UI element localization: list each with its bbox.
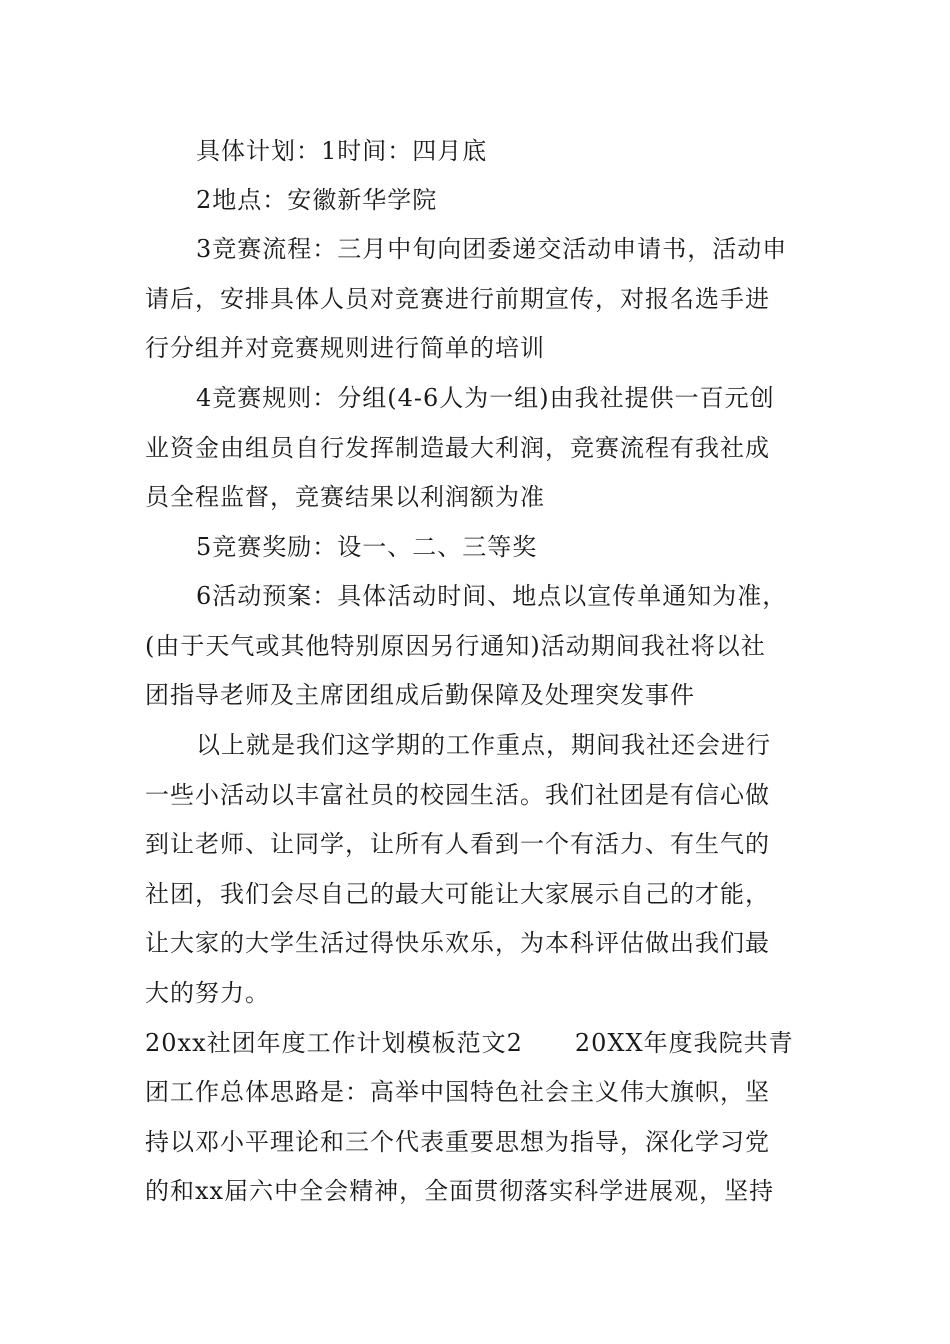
paragraph-line: 团指导老师及主席团组成后勤保障及处理突发事件 — [145, 681, 695, 709]
paragraph-line: 行分组并对竞赛规则进行简单的培训 — [145, 334, 545, 362]
paragraph-line: 业资金由组员自行发挥制造最大利润，竞赛流程有我社成 — [145, 434, 770, 462]
paragraph-line: 持以邓小平理论和三个代表重要思想为指导，深化学习党 — [145, 1128, 770, 1156]
paragraph-line: 2地点：安徽新华学院 — [196, 186, 438, 214]
section-heading-line — [145, 1028, 794, 1058]
paragraph-line: 社团，我们会尽自己的最大可能让大家展示自己的才能， — [145, 880, 770, 908]
paragraph-line: 团工作总体思路是：高举中国特色社会主义伟大旗帜，坚 — [145, 1078, 770, 1106]
paragraph-line: 5竞赛奖励：设一、二、三等奖 — [196, 533, 538, 561]
paragraph-line: 一些小活动以丰富社员的校园生活。我们社团是有信心做 — [145, 781, 770, 809]
paragraph-line: 3竞赛流程：三月中旬向团委递交活动申请书，活动申 — [196, 235, 788, 263]
paragraph-line: 具体计划：1时间：四月底 — [196, 137, 488, 165]
paragraph-line: 的和xx届六中全会精神，全面贯彻落实科学进展观，坚持 — [145, 1177, 775, 1205]
paragraph-line: 大的努力。 — [145, 979, 270, 1007]
paragraph-text: 20XX年度我院共青 — [574, 1029, 794, 1057]
paragraph-line: 以上就是我们这学期的工作重点，期间我社还会进行 — [196, 731, 771, 759]
paragraph-line: (由于天气或其他特别原因另行通知)活动期间我社将以社 — [145, 632, 766, 660]
paragraph-line: 4竞赛规则：分组(4-6人为一组)由我社提供一百元创 — [196, 384, 775, 412]
paragraph-line: 到让老师、让同学，让所有人看到一个有活力、有生气的 — [145, 830, 770, 858]
section-title: 20xx社团年度工作计划模板范文2 — [145, 1029, 523, 1057]
paragraph-line: 请后，安排具体人员对竞赛进行前期宣传，对报名选手进 — [145, 285, 770, 313]
paragraph-line: 让大家的大学生活过得快乐欢乐，为本科评估做出我们最 — [145, 929, 770, 957]
paragraph-line: 6活动预案：具体活动时间、地点以宣传单通知为准， — [196, 582, 788, 610]
paragraph-line: 员全程监督，竞赛结果以利润额为准 — [145, 483, 545, 511]
